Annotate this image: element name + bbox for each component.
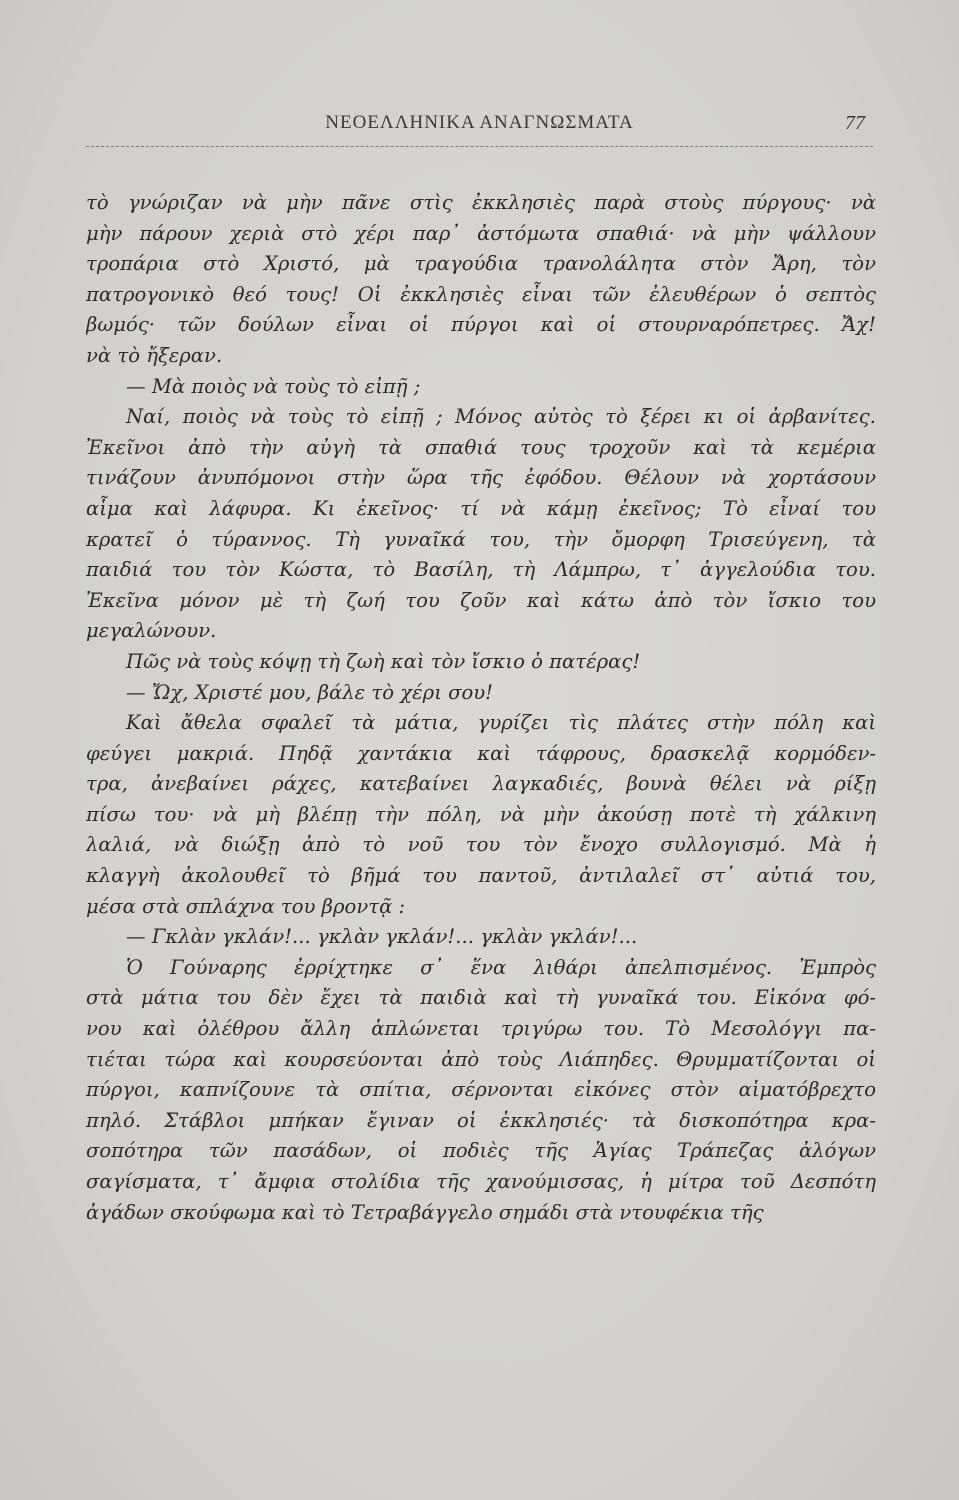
text-line: στὰ μάτια του δὲν ἔχει τὰ παιδιὰ καὶ τὴ γυναῖκά του. Εἰκόνα φό- (86, 986, 876, 1010)
text-line: Πῶς νὰ τοὺς κόψῃ τὴ ζωὴ καὶ τὸν ἴσκιο ὁ πατέρας! (126, 649, 641, 673)
text-line: τιέται τώρα καὶ κουρσεύονται ἀπὸ τοὺς Λιάπηδες. Θρυμματίζονται οἱ (86, 1047, 876, 1071)
text-line: τὸ γνώριζαν νὰ μὴν πᾶνε στὶς ἐκκλησιὲς παρὰ στοὺς πύργους· νὰ (86, 191, 876, 214)
text-line: παιδιά του τὸν Κώστα, τὸ Βασίλη, τὴ Λάμπρω, τ᾿ ἀγγελούδια του. (86, 558, 876, 582)
text-line: τροπάρια στὸ Χριστό, μὰ τραγούδια τρανολάλητα στὸν Ἄρη, τὸν (86, 252, 876, 276)
text-line: νου καὶ ὀλέθρου ἄλλη ἁπλώνεται τριγύρω του. Τὸ Μεσολόγγι πα- (86, 1017, 876, 1041)
text-line: λαλιά, νὰ διώξῃ ἀπὸ τὸ νοῦ του τὸν ἔνοχο συλλογισμό. Μὰ ἡ (86, 833, 876, 857)
text-line: πίσω του· νὰ μὴ βλέπῃ τὴν πόλη, νὰ μὴν ἀκούσῃ ποτὲ τὴ χάλκινη (86, 802, 876, 826)
text-line: μέσα στὰ σπλάχνα του βροντᾷ : (86, 894, 406, 918)
text-line: Ναί, ποιὸς νὰ τοὺς τὸ εἰπῇ ; Μόνος αὐτὸς τὸ ξέρει κι οἱ ἀρβανίτες. (126, 405, 876, 429)
text-line: ἀγάδων σκούφωμα καὶ τὸ Τετραβάγγελο σημάδι στὰ ντουφέκια τῆς (86, 1200, 764, 1224)
text-line: — Γκλὰν γκλάν!... γκλὰν γκλάν!... γκλὰν γκλάν!... (126, 925, 638, 949)
text-line: πηλό. Στάβλοι μπήκαν ἔγιναν οἱ ἐκκλησιές· τὰ δισκοπότηρα κρα- (86, 1108, 876, 1132)
text-line: φεύγει μακριά. Πηδᾷ χαντάκια καὶ τάφρους, δρασκελᾷ κορμόδεν- (86, 741, 876, 765)
text-line: μεγαλώνουν. (86, 619, 217, 643)
text-line: τρα, ἀνεβαίνει ράχες, κατεβαίνει λαγκαδιές, βουνὰ θέλει νὰ ρίξῃ (86, 772, 876, 796)
text-line: βωμός· τῶν δούλων εἶναι οἱ πύργοι καὶ οἱ στουρναρόπετρες. Ἄχ! (86, 313, 876, 337)
text-line: νὰ τὸ ἤξεραν. (86, 343, 223, 367)
header-rule (86, 146, 873, 147)
text-line: κλαγγὴ ἀκολουθεῖ τὸ βῆμά του παντοῦ, ἀντιλαλεῖ στ᾿ αὐτιά του, (86, 864, 876, 888)
text-line: Ὁ Γούναρης ἐρρίχτηκε σ᾿ ἕνα λιθάρι ἀπελπισμένος. Ἐμπρὸς (126, 955, 876, 979)
text-line: Ἐκεῖνα μόνον μὲ τὴ ζωή του ζοῦν καὶ κάτω ἀπὸ τὸν ἴσκιο του (86, 588, 876, 612)
text-line: μὴν πάρουν χεριὰ στὸ χέρι παρ᾿ ἀστόμωτα σπαθιά· νὰ μὴν ψάλλουν (86, 221, 876, 245)
page-header (0, 112, 959, 142)
text-line: κρατεῖ ὁ τύραννος. Τὴ γυναῖκά του, τὴν ὄμορφη Τρισεύγενη, τὰ (86, 527, 876, 551)
text-line: τινάζουν ἀνυπόμονοι στὴν ὥρα τῆς ἐφόδου. Θέλουν νὰ χορτάσουν (86, 466, 876, 490)
text-line: Καὶ ἄθελα σφαλεῖ τὰ μάτια, γυρίζει τὶς πλάτες στὴν πόλη καὶ (126, 711, 876, 735)
text-line: — Ὤχ, Χριστέ μου, βάλε τὸ χέρι σου! (126, 680, 494, 704)
text-line: Ἐκεῖνοι ἀπὸ τὴν αὐγὴ τὰ σπαθιά τους τροχοῦν καὶ τὰ κεμέρια (86, 435, 876, 459)
page-number: 77 (845, 112, 865, 134)
text-line: πύργοι, καπνίζουνε τὰ σπίτια, σέρνονται εἰκόνες στὸν αἱματόβρεχτο (86, 1078, 876, 1102)
running-title: ΝΕΟΕΛΛΗΝΙΚΑ ΑΝΑΓΝΩΣΜΑΤΑ (325, 112, 634, 133)
text-line: σαγίσματα, τ᾿ ἄμφια στολίδια τῆς χανούμισσας, ἡ μίτρα τοῦ Δεσπότη (86, 1170, 876, 1193)
body-text (86, 188, 876, 1228)
text-line: σοπότηρα τῶν πασάδων, οἱ ποδιὲς τῆς Ἁγίας Τράπεζας ἀλόγων (86, 1139, 876, 1163)
text-line: — Μὰ ποιὸς νὰ τοὺς τὸ εἰπῇ ; (126, 374, 421, 398)
text-line: πατρογονικὸ θεό τους! Οἱ ἐκκλησιὲς εἶναι τῶν ἐλευθέρων ὁ σεπτὸς (86, 282, 876, 306)
text-line: αἷμα καὶ λάφυρα. Κι ἐκεῖνος· τί νὰ κάμῃ ἐκεῖνος; Τὸ εἶναί του (86, 496, 876, 520)
